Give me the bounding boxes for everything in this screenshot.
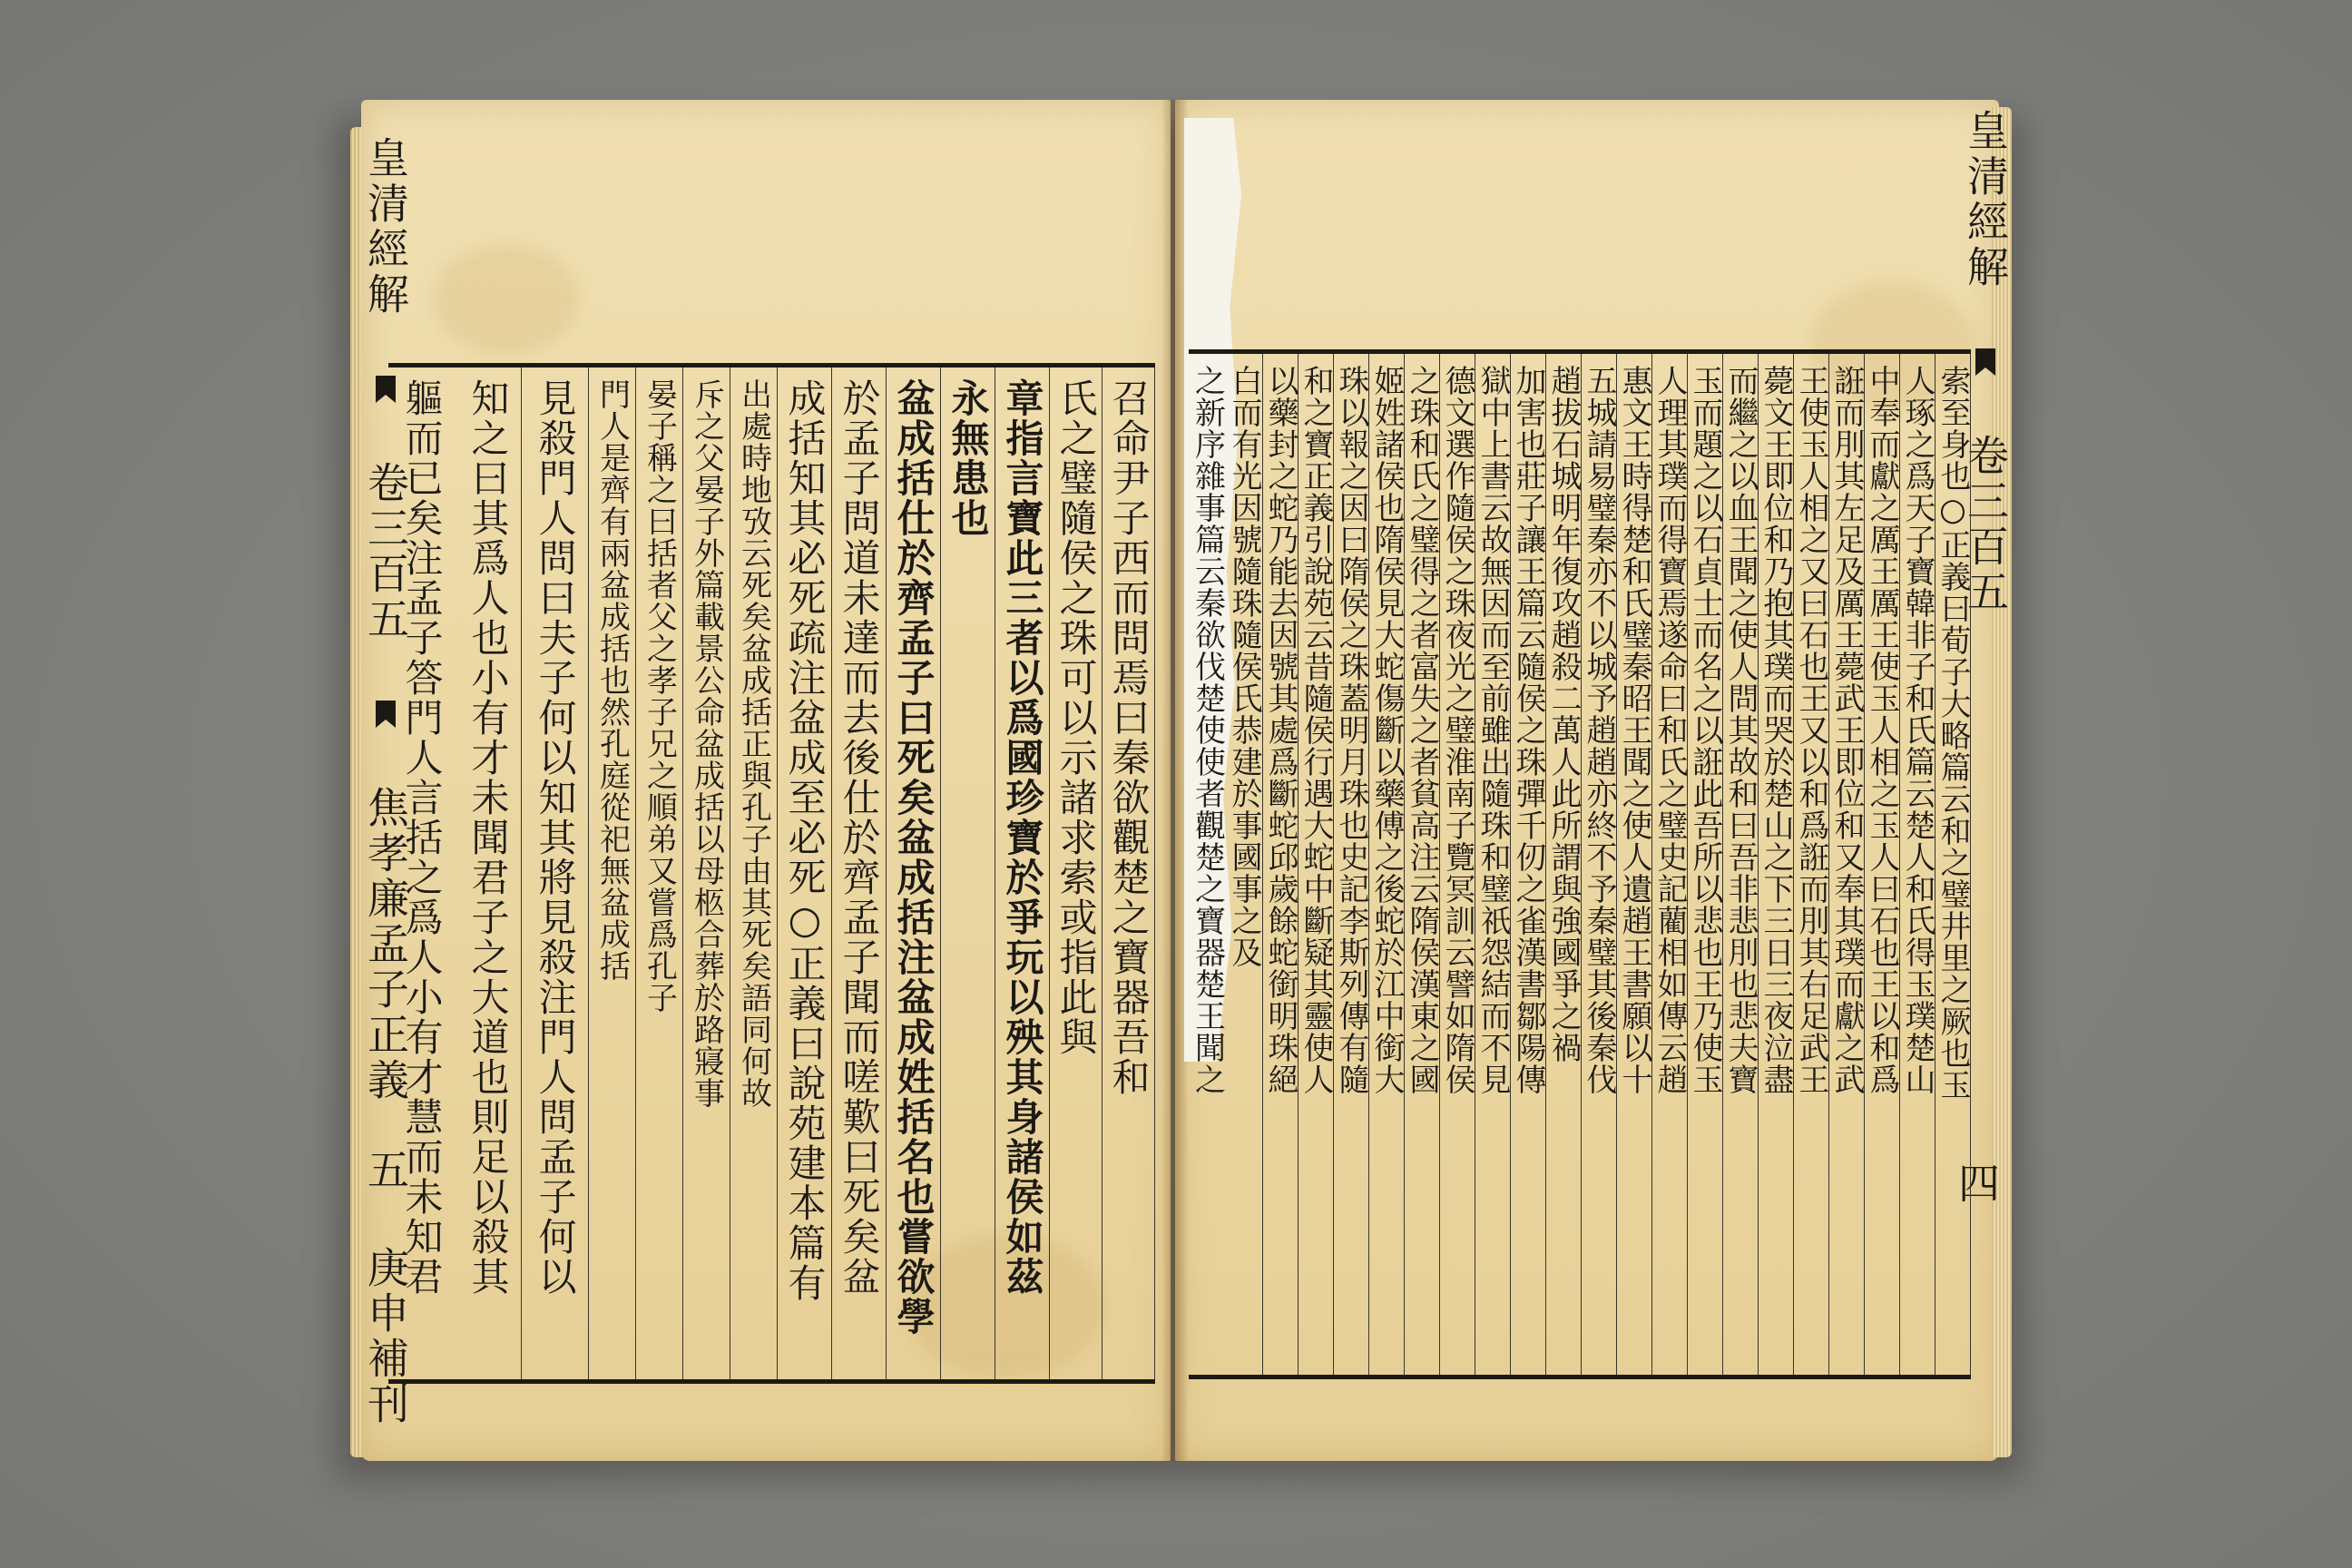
column-text: 姬姓諸侯也隋侯見大蛇傷斷以藥傅之後蛇於江中銜大 [1368, 365, 1405, 1095]
column-text: 之珠和氏之璧得之者富失之者貧高注云隋侯漢東之國 [1404, 365, 1440, 1095]
column-text: 和之寶正義引說苑云昔隨侯行遇大蛇中斷疑其靈使人 [1298, 365, 1334, 1095]
text-column [1617, 354, 1652, 1375]
text-column [1829, 354, 1865, 1375]
column-text: 加害也莊子讓王篇云隨侯之珠彈千仞之雀漢書鄒陽傳 [1510, 365, 1546, 1095]
text-column [1226, 354, 1263, 1375]
left-margin-volume: 卷三百五 [361, 461, 410, 642]
text-column [730, 368, 778, 1379]
column-text: 王使玉人相之又曰石也王又以和爲誑而刖其右足武王 [1793, 365, 1829, 1095]
text-column [1900, 354, 1936, 1375]
column-text: 白而有光因號隨珠隨侯氏恭建於事國事之及 [1226, 365, 1262, 968]
text-column [1475, 354, 1511, 1375]
left-margin-author: 焦孝廉孟子正義 [361, 786, 410, 1103]
text-column [636, 368, 683, 1379]
column-text: 趙拔石城明年復攻趙殺二萬人此所謂與強國爭之禍 [1545, 365, 1582, 1063]
text-column [1102, 368, 1155, 1379]
text-column [1440, 354, 1475, 1375]
column-text: 獄中上書云故無因而至前雖出隨珠和璧祇怨結而不見 [1475, 365, 1511, 1095]
text-column [1546, 354, 1582, 1375]
text-column [589, 368, 636, 1379]
column-text: 而繼之以血王聞之使人問其故和曰吾非悲刖也悲夫寶 [1722, 365, 1759, 1095]
text-column [1759, 354, 1794, 1375]
column-text: 索至身也○正義曰荀子大略篇云和之璧井里之厥也玉 [1935, 365, 1971, 1101]
text-column [1688, 354, 1723, 1375]
column-text: 以藥封之蛇乃能去因號其處爲斷蛇邱歲餘蛇銜明珠絕 [1262, 365, 1298, 1095]
text-column [1405, 354, 1440, 1375]
column-text: 軀而已矣注孟子答門人言括之爲人小有才慧而未知君 [399, 378, 445, 1297]
column-text: 晏子稱之曰括者父之孝子兄之順弟又嘗爲孔子 [641, 378, 678, 1014]
right-page-number: 四 [1952, 1161, 2001, 1207]
column-text: 章指言寶此三者以爲國珍寶於爭玩以殃其身諸侯如茲 [1000, 378, 1045, 1297]
right-text-frame [1189, 349, 1971, 1379]
text-column [1334, 354, 1369, 1375]
column-text: 中奉而獻之厲王厲王使玉人相之玉人曰石也王以和爲 [1864, 365, 1900, 1095]
left-text-frame [388, 363, 1155, 1384]
text-column [1189, 354, 1226, 1375]
column-text: 人琢之爲天子寶韓非子和氏篇云楚人和氏得玉璞楚山 [1899, 365, 1936, 1095]
text-column [995, 368, 1050, 1379]
text-column [887, 368, 941, 1379]
text-column [1263, 354, 1298, 1375]
column-text: 召命尹子西而問焉曰秦欲觀楚之寶器吾和 [1106, 378, 1152, 1097]
column-text: 珠以報之因曰隋侯之珠蓋明月珠也史記李斯列傳有隨 [1333, 365, 1369, 1095]
text-column [683, 368, 730, 1379]
left-page-number: 五 [361, 1148, 410, 1193]
column-text: 斥之父晏子外篇載景公命盆成括以母柩合葬於路寢事 [688, 378, 725, 1109]
column-text: 永無患也 [946, 378, 991, 538]
column-text: 出處時地攷云死矣盆成括正與孔子由其死矣語同何故 [735, 378, 772, 1109]
text-column [1652, 354, 1688, 1375]
text-column [1723, 354, 1759, 1375]
fish-tail-mark-icon [1975, 348, 1995, 376]
text-column [1794, 354, 1829, 1375]
column-text: 玉而題之以石貞士而名之以誑此吾所以悲也王乃使玉 [1687, 365, 1723, 1095]
text-column [1865, 354, 1900, 1375]
column-text: 人理其璞而得寶焉遂命曰和氏之璧史記藺相如傳云趙 [1651, 365, 1688, 1095]
text-column [1298, 354, 1334, 1375]
column-text: 見殺門人問曰夫子何以知其將見殺注門人問孟子何以 [533, 378, 578, 1297]
column-text: 德文選作隨侯之珠夜光之璧淮南子覽冥訓云譬如隋侯 [1439, 365, 1475, 1095]
text-column [1511, 354, 1546, 1375]
column-text: 之新序雜事篇云秦欲伐楚使使者觀楚之寶器楚王聞之 [1189, 365, 1226, 1095]
column-text: 五城請易璧秦亦不以城予趙趙亦終不予秦璧其後秦伐 [1581, 365, 1617, 1095]
column-text: 於孟子問道未達而去後仕於齊孟子聞而嗟歎曰死矣盆 [837, 378, 882, 1297]
column-text: 氏之璧隨侯之珠可以示諸求索或指此與 [1054, 378, 1099, 1057]
text-column [832, 368, 887, 1379]
right-margin-volume: 卷三百五 [1961, 434, 2010, 615]
text-column [455, 368, 522, 1379]
text-column [388, 368, 455, 1379]
text-column [1582, 354, 1617, 1375]
column-text: 惠文王時得楚和氏璧秦昭王聞之使人遺趙王書願以十 [1616, 365, 1652, 1095]
text-column [778, 368, 832, 1379]
text-column [941, 368, 995, 1379]
text-column [522, 368, 589, 1379]
column-text: 成括知其必死疏注盆成至必死○正義曰說苑建本篇有 [782, 378, 828, 1303]
column-text: 誑而刖其左足及厲王薨武王即位和又奉其璞而獻之武 [1828, 365, 1865, 1095]
column-text: 薨文王即位和乃抱其璞而哭於楚山之下三日三夜泣盡 [1758, 365, 1794, 1095]
column-text: 盆成括仕於齊孟子曰死矣盆成括注盆成姓括名也嘗欲學 [891, 378, 936, 1337]
text-column [1369, 354, 1405, 1375]
left-footer-text: 庚申補刊 [361, 1246, 410, 1427]
column-text: 知之曰其爲人也小有才未聞君子之大道也則足以殺其 [466, 378, 511, 1297]
paper-stain [434, 245, 579, 354]
left-margin-title: 皇清經解 [361, 136, 410, 318]
text-column [1936, 354, 1971, 1375]
text-column [1050, 368, 1102, 1379]
column-text: 門人是齊有兩盆成括也然孔庭從祀無盆成括 [593, 378, 631, 982]
right-margin-title: 皇清經解 [1961, 109, 2010, 290]
